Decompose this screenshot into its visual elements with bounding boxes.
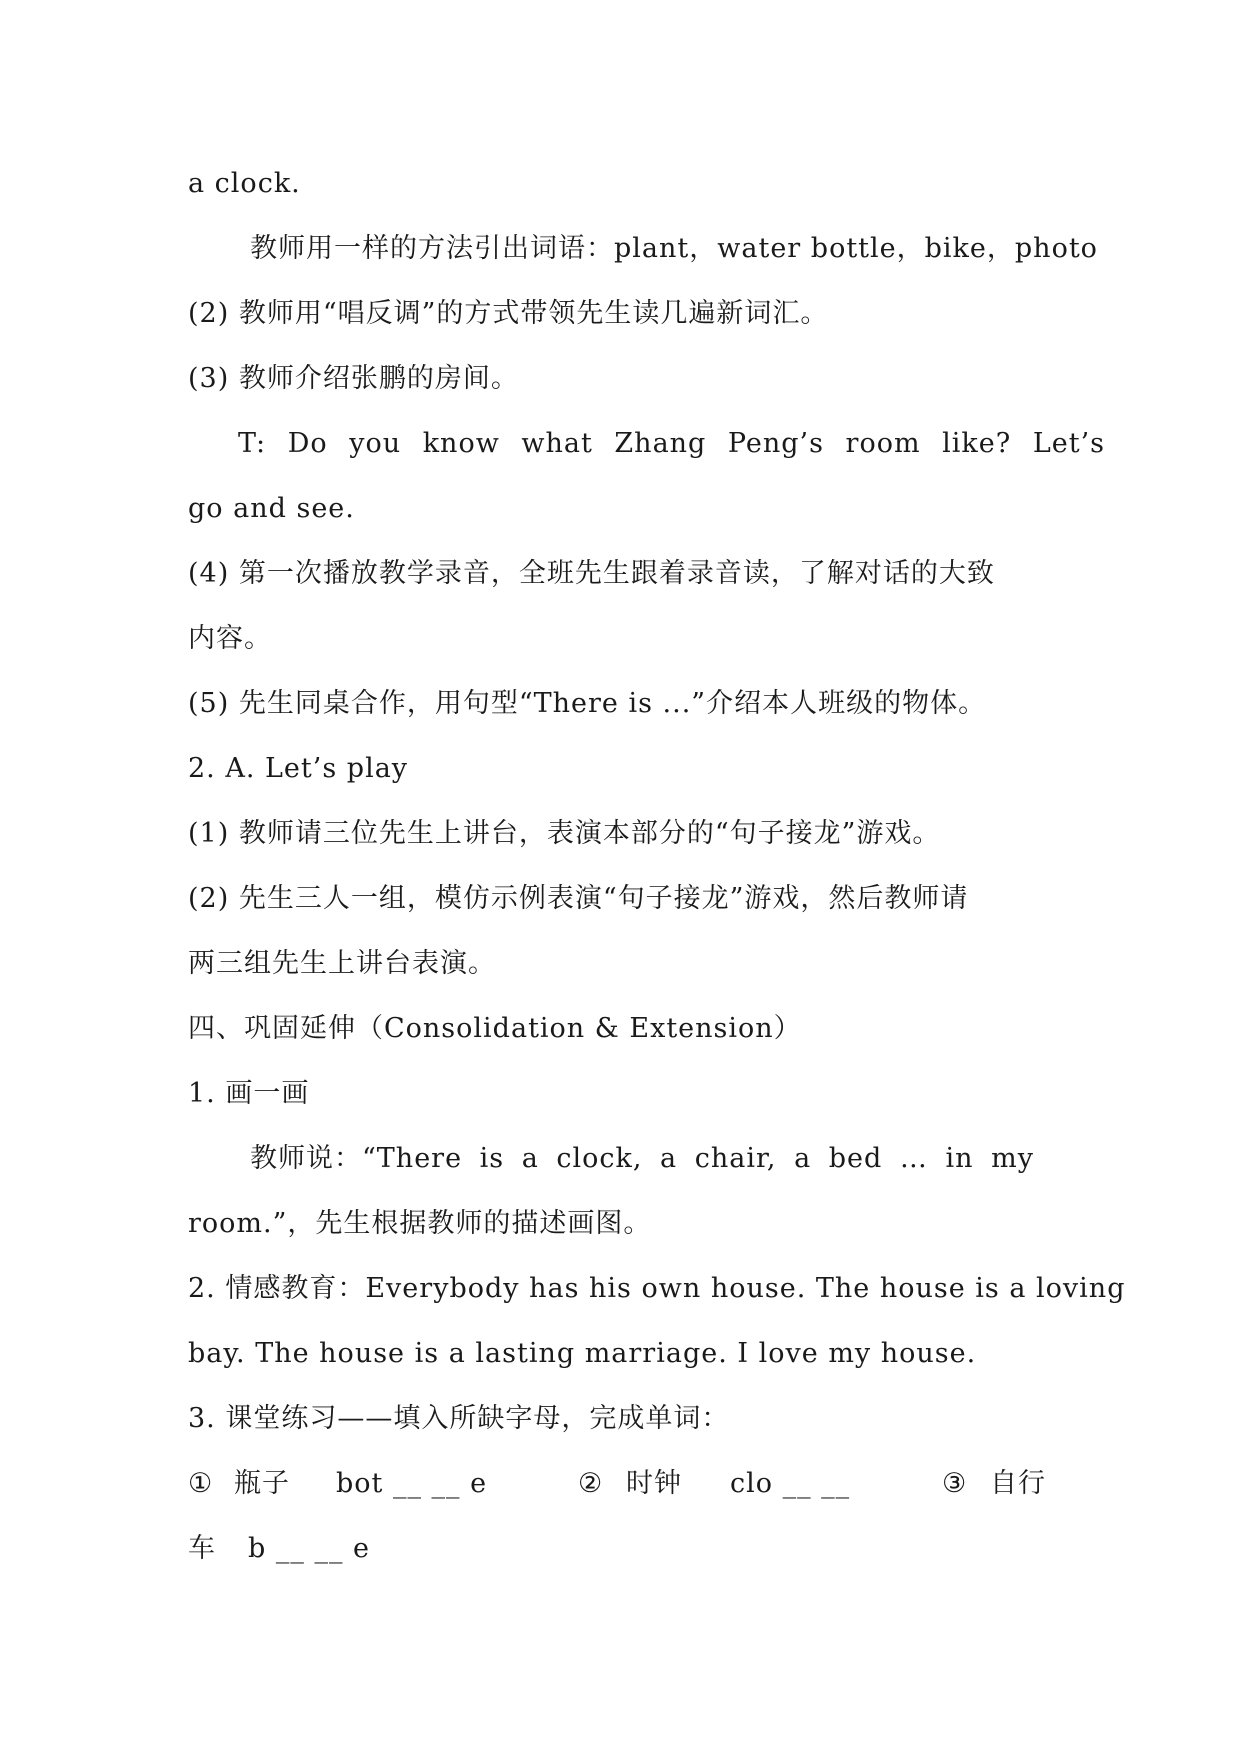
exercise-item-number: ② xyxy=(578,1468,604,1499)
text-line: 教师用一样的方法引出词语：plant，water bottle，bike，photo xyxy=(250,233,1098,264)
text-line: (4) 第一次播放教学录音，全班先生跟着录音读，了解对话的大致 xyxy=(188,558,995,589)
exercise-item-word: b __ __ e xyxy=(248,1533,371,1564)
text-line: (2) 教师用“唱反调”的方式带领先生读几遍新词汇。 xyxy=(188,298,829,329)
text-line: 2. 情感教育：Everybody has his own house. The house is a loving xyxy=(188,1273,1126,1304)
text-line: a clock. xyxy=(188,168,301,199)
text-line: 1. 画一画 xyxy=(188,1078,310,1109)
exercise-item-number: ① xyxy=(188,1468,214,1499)
exercise-item-word: bot __ __ e xyxy=(336,1468,488,1499)
text-line: 3. 课堂练习——填入所缺字母，完成单词： xyxy=(188,1403,730,1434)
text-line: (2) 先生三人一组，模仿示例表演“句子接龙”游戏，然后教师请 xyxy=(188,883,969,914)
exercise-item-number: ③ xyxy=(942,1468,968,1499)
exercise-item-word: clo __ __ xyxy=(730,1468,851,1499)
text-line: bay. The house is a lasting marriage. I love my house. xyxy=(188,1338,977,1369)
exercise-item-chinese: 自行 xyxy=(990,1468,1046,1499)
text-line: (1) 教师请三位先生上讲台，表演本部分的“句子接龙”游戏。 xyxy=(188,818,941,849)
text-line: go and see. xyxy=(188,493,355,524)
exercise-item-chinese: 车 xyxy=(188,1533,216,1564)
text-line: room.”，先生根据教师的描述画图。 xyxy=(188,1208,652,1239)
text-line: 教师说：“There is a clock, a chair, a bed … in my xyxy=(250,1143,1034,1174)
text-line: 内容。 xyxy=(188,623,272,654)
text-line: (3) 教师介绍张鹏的房间。 xyxy=(188,363,519,394)
text-line: (5) 先生同桌合作，用句型“There is ...”介绍本人班级的物体。 xyxy=(188,688,987,719)
exercise-item-chinese: 时钟 xyxy=(626,1468,682,1499)
text-line: T: Do you know what Zhang Peng’s room like? Let’s xyxy=(238,428,1106,459)
text-line: 两三组先生上讲台表演。 xyxy=(188,948,496,979)
text-line: 2. A. Let’s play xyxy=(188,753,409,784)
exercise-item-chinese: 瓶子 xyxy=(234,1468,290,1499)
section-heading: 四、巩固延伸（Consolidation & Extension） xyxy=(188,1013,802,1044)
